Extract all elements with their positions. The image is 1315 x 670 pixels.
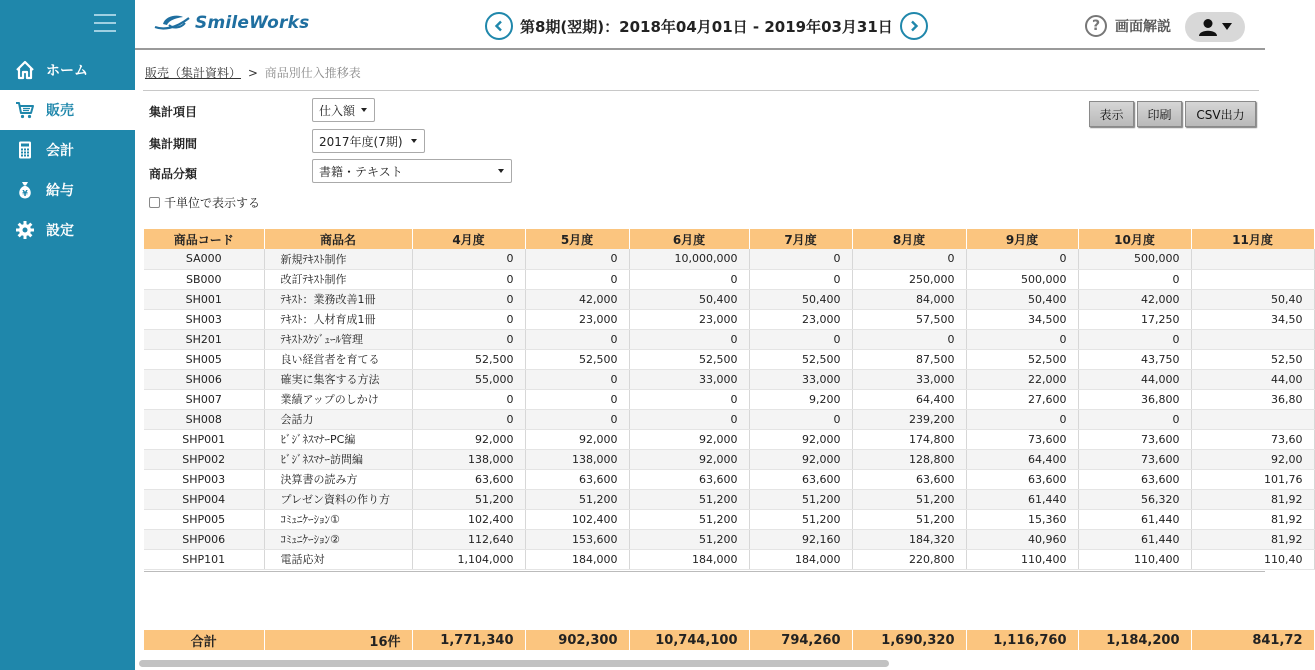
- product-name-cell: 電話応対: [264, 549, 412, 569]
- product-category-value: 書籍・テキスト: [319, 164, 403, 179]
- sidebar-item-accounting[interactable]: [0, 130, 135, 170]
- amount-cell: [1191, 409, 1314, 429]
- sidebar-item-label: ホーム: [46, 63, 88, 79]
- amount-cell: 52,500: [749, 349, 852, 369]
- amount-cell: 50,400: [966, 289, 1078, 309]
- product-name-cell: 会話力: [264, 409, 412, 429]
- amount-cell: 44,000: [1078, 369, 1191, 389]
- column-header: 7月度: [749, 229, 852, 249]
- product-name-cell: 良い経営者を育てる: [264, 349, 412, 369]
- total-amount: 902,300: [525, 630, 629, 650]
- table-row[interactable]: [144, 309, 1314, 329]
- print-button[interactable]: 印刷: [1137, 101, 1182, 127]
- amount-cell: 52,500: [629, 349, 749, 369]
- product-name-cell: ﾋﾞｼﾞﾈｽﾏﾅｰ訪問編: [264, 449, 412, 469]
- product-code-cell: SHP004: [144, 489, 264, 509]
- amount-cell: 0: [966, 329, 1078, 349]
- table-row[interactable]: [144, 449, 1314, 469]
- amount-cell: 23,000: [629, 309, 749, 329]
- amount-cell: [1191, 249, 1314, 269]
- aggregate-item-select[interactable]: [312, 98, 375, 122]
- amount-cell: 0: [749, 269, 852, 289]
- product-name-cell: 業績アップのしかけ: [264, 389, 412, 409]
- product-name-cell: 新規ﾃｷｽﾄ制作: [264, 249, 412, 269]
- amount-cell: 61,440: [966, 489, 1078, 509]
- cart-icon: [15, 100, 35, 120]
- amount-cell: 33,000: [852, 369, 966, 389]
- amount-cell: 220,800: [852, 549, 966, 569]
- hamburger-menu-icon[interactable]: [94, 14, 116, 34]
- table-row[interactable]: [144, 409, 1314, 429]
- table-row[interactable]: [144, 529, 1314, 549]
- amount-cell: 92,000: [629, 449, 749, 469]
- caret-down-icon: [411, 139, 417, 143]
- amount-cell: 34,50: [1191, 309, 1314, 329]
- amount-cell: 0: [412, 309, 525, 329]
- amount-cell: 110,400: [1078, 549, 1191, 569]
- amount-cell: 55,000: [412, 369, 525, 389]
- total-amount: 1,771,340: [412, 630, 525, 650]
- amount-cell: 0: [966, 249, 1078, 269]
- sidebar: [0, 0, 135, 670]
- amount-cell: 92,000: [412, 429, 525, 449]
- product-code-cell: SH001: [144, 289, 264, 309]
- amount-cell: 87,500: [852, 349, 966, 369]
- column-header: 5月度: [525, 229, 629, 249]
- product-name-cell: プレゼン資料の作り方: [264, 489, 412, 509]
- amount-cell: 73,60: [1191, 429, 1314, 449]
- help-button[interactable]: [1085, 15, 1171, 37]
- amount-cell: 0: [852, 329, 966, 349]
- amount-cell: 63,600: [412, 469, 525, 489]
- total-amount: 794,260: [749, 630, 852, 650]
- amount-cell: 52,500: [412, 349, 525, 369]
- amount-cell: 174,800: [852, 429, 966, 449]
- amount-cell: 57,500: [852, 309, 966, 329]
- amount-cell: 81,92: [1191, 509, 1314, 529]
- caret-down-icon: [498, 169, 504, 173]
- amount-cell: 73,600: [1078, 449, 1191, 469]
- amount-cell: 0: [412, 289, 525, 309]
- table-row[interactable]: [144, 329, 1314, 349]
- table-row[interactable]: [144, 509, 1314, 529]
- amount-cell: 138,000: [525, 449, 629, 469]
- breadcrumb-current: 商品別仕入推移表: [264, 66, 361, 80]
- amount-cell: 51,200: [629, 529, 749, 549]
- table-row[interactable]: [144, 469, 1314, 489]
- svg-text:¥: ¥: [22, 189, 28, 198]
- amount-cell: 0: [629, 269, 749, 289]
- amount-cell: 0: [1078, 329, 1191, 349]
- csv-export-button[interactable]: CSV出力: [1185, 101, 1256, 127]
- sidebar-item-settings[interactable]: [0, 210, 135, 250]
- table-row[interactable]: [144, 429, 1314, 449]
- product-code-cell: SH007: [144, 389, 264, 409]
- amount-cell: 500,000: [966, 269, 1078, 289]
- column-header: 11月度: [1191, 229, 1314, 249]
- amount-cell: 0: [525, 329, 629, 349]
- product-category-label: 商品分類: [149, 167, 198, 181]
- amount-cell: 61,440: [1078, 509, 1191, 529]
- column-header: 4月度: [412, 229, 525, 249]
- product-code-cell: SH201: [144, 329, 264, 349]
- breadcrumb: [145, 64, 361, 81]
- amount-cell: 50,400: [629, 289, 749, 309]
- total-count: 16件: [264, 630, 412, 650]
- amount-cell: 128,800: [852, 449, 966, 469]
- product-code-cell: SH005: [144, 349, 264, 369]
- product-code-cell: SH003: [144, 309, 264, 329]
- amount-cell: 22,000: [966, 369, 1078, 389]
- amount-cell: 0: [749, 249, 852, 269]
- amount-cell: 33,000: [629, 369, 749, 389]
- amount-cell: 52,500: [525, 349, 629, 369]
- amount-cell: 27,600: [966, 389, 1078, 409]
- amount-cell: 61,440: [1078, 529, 1191, 549]
- chevron-left-icon: [493, 20, 505, 32]
- amount-cell: 110,400: [966, 549, 1078, 569]
- amount-cell: 81,92: [1191, 529, 1314, 549]
- product-name-cell: ﾃｷｽﾄ：業務改善1冊: [264, 289, 412, 309]
- amount-cell: 51,200: [412, 489, 525, 509]
- amount-cell: 0: [966, 409, 1078, 429]
- product-code-cell: SHP101: [144, 549, 264, 569]
- table-row[interactable]: [144, 269, 1314, 289]
- amount-cell: 0: [525, 269, 629, 289]
- column-header: 商品コード: [144, 229, 264, 249]
- aggregate-item-label: 集計項目: [149, 105, 198, 119]
- totals-row-wrapper: [144, 630, 1303, 650]
- amount-cell: 92,000: [749, 449, 852, 469]
- user-icon: [1195, 17, 1235, 37]
- table-row[interactable]: [144, 549, 1314, 569]
- amount-cell: 81,92: [1191, 489, 1314, 509]
- sidebar-item-home[interactable]: [0, 50, 135, 90]
- amount-cell: 63,600: [966, 469, 1078, 489]
- product-code-cell: SH006: [144, 369, 264, 389]
- product-code-cell: SHP006: [144, 529, 264, 549]
- amount-cell: 0: [749, 409, 852, 429]
- product-name-cell: ﾃｷｽﾄｽｹｼﾞｭｰﾙ管理: [264, 329, 412, 349]
- caret-down-icon: [361, 108, 367, 112]
- sidebar-item-label: 会計: [46, 143, 74, 159]
- divider: [143, 90, 1259, 91]
- amount-cell: 64,400: [966, 449, 1078, 469]
- amount-cell: 138,000: [412, 449, 525, 469]
- product-code-cell: SHP002: [144, 449, 264, 469]
- amount-cell: 63,600: [749, 469, 852, 489]
- amount-cell: 64,400: [852, 389, 966, 409]
- aggregate-period-select[interactable]: [312, 129, 425, 153]
- amount-cell: 52,50: [1191, 349, 1314, 369]
- amount-cell: 0: [629, 409, 749, 429]
- amount-cell: 36,80: [1191, 389, 1314, 409]
- prev-period-button[interactable]: [485, 12, 513, 40]
- amount-cell: 73,600: [966, 429, 1078, 449]
- thousands-checkbox[interactable]: [149, 197, 160, 208]
- gear-icon: [15, 220, 35, 240]
- column-header: 10月度: [1078, 229, 1191, 249]
- product-code-cell: SHP005: [144, 509, 264, 529]
- amount-cell: 51,200: [629, 509, 749, 529]
- amount-cell: 43,750: [1078, 349, 1191, 369]
- amount-cell: 51,200: [629, 489, 749, 509]
- amount-cell: 44,00: [1191, 369, 1314, 389]
- amount-cell: 500,000: [1078, 249, 1191, 269]
- amount-cell: 15,360: [966, 509, 1078, 529]
- column-header: 9月度: [966, 229, 1078, 249]
- amount-cell: 73,600: [1078, 429, 1191, 449]
- amount-cell: 0: [852, 249, 966, 269]
- amount-cell: 0: [525, 389, 629, 409]
- amount-cell: 110,40: [1191, 549, 1314, 569]
- amount-cell: 17,250: [1078, 309, 1191, 329]
- question-icon: ?: [1085, 15, 1107, 37]
- amount-cell: 184,000: [525, 549, 629, 569]
- amount-cell: 51,200: [749, 489, 852, 509]
- aggregate-period-value: 2017年度(7期): [319, 134, 403, 149]
- home-icon: [15, 60, 35, 80]
- total-amount: 1,116,760: [966, 630, 1078, 650]
- amount-cell: 50,400: [749, 289, 852, 309]
- amount-cell: [1191, 269, 1314, 289]
- sidebar-item-payroll[interactable]: [0, 170, 135, 210]
- amount-cell: 40,960: [966, 529, 1078, 549]
- amount-cell: 0: [412, 409, 525, 429]
- amount-cell: 51,200: [749, 509, 852, 529]
- show-button[interactable]: 表示: [1089, 101, 1134, 127]
- smileworks-logo-icon: [153, 12, 193, 34]
- amount-cell: 102,400: [412, 509, 525, 529]
- chevron-right-icon: [908, 20, 920, 32]
- sidebar-item-label: 販売: [46, 103, 74, 119]
- amount-cell: 184,000: [629, 549, 749, 569]
- sidebar-item-sales[interactable]: [0, 90, 135, 130]
- breadcrumb-parent-link[interactable]: 販売（集計資料）: [145, 66, 242, 80]
- amount-cell: 92,000: [629, 429, 749, 449]
- product-name-cell: 改訂ﾃｷｽﾄ制作: [264, 269, 412, 289]
- total-label: 合計: [144, 630, 264, 650]
- amount-cell: 0: [525, 369, 629, 389]
- thousands-label: 千単位で表示する: [164, 196, 261, 210]
- amount-cell: 92,00: [1191, 449, 1314, 469]
- amount-cell: 63,600: [629, 469, 749, 489]
- amount-cell: 0: [1078, 409, 1191, 429]
- total-amount: 841,72: [1191, 630, 1314, 650]
- table-row[interactable]: [144, 389, 1314, 409]
- product-name-cell: ｺﾐｭﾆｹｰｼｮﾝ②: [264, 529, 412, 549]
- table-row[interactable]: [144, 289, 1314, 309]
- total-amount: 1,690,320: [852, 630, 966, 650]
- table-header-row: [144, 229, 1314, 249]
- amount-cell: 42,000: [525, 289, 629, 309]
- amount-cell: 0: [412, 329, 525, 349]
- table-row[interactable]: [144, 369, 1314, 389]
- amount-cell: 33,000: [749, 369, 852, 389]
- product-name-cell: ﾃｷｽﾄ：人材育成1冊: [264, 309, 412, 329]
- amount-cell: [1191, 329, 1314, 349]
- amount-cell: 153,600: [525, 529, 629, 549]
- amount-cell: 101,76: [1191, 469, 1314, 489]
- amount-cell: 184,320: [852, 529, 966, 549]
- amount-cell: 23,000: [749, 309, 852, 329]
- amount-cell: 92,000: [749, 429, 852, 449]
- total-amount: 1,184,200: [1078, 630, 1191, 650]
- amount-cell: 92,000: [525, 429, 629, 449]
- sidebar-item-label: 給与: [46, 183, 74, 199]
- column-header: 8月度: [852, 229, 966, 249]
- amount-cell: 50,40: [1191, 289, 1314, 309]
- amount-cell: 84,000: [852, 289, 966, 309]
- header: [135, 0, 1265, 50]
- amount-cell: 51,200: [525, 489, 629, 509]
- product-code-cell: SA000: [144, 249, 264, 269]
- product-name-cell: 決算書の読み方: [264, 469, 412, 489]
- next-period-button[interactable]: [900, 12, 928, 40]
- period-label: 第8期(翌期)：2018年04月01日 - 2019年03月31日: [520, 17, 893, 36]
- product-name-cell: ﾋﾞｼﾞﾈｽﾏﾅｰPC編: [264, 429, 412, 449]
- amount-cell: 0: [412, 389, 525, 409]
- product-code-cell: SB000: [144, 269, 264, 289]
- amount-cell: 56,320: [1078, 489, 1191, 509]
- amount-cell: 92,160: [749, 529, 852, 549]
- product-code-cell: SHP003: [144, 469, 264, 489]
- breadcrumb-separator: >: [247, 66, 258, 80]
- amount-cell: 250,000: [852, 269, 966, 289]
- amount-cell: 102,400: [525, 509, 629, 529]
- amount-cell: 63,600: [525, 469, 629, 489]
- amount-cell: 42,000: [1078, 289, 1191, 309]
- amount-cell: 0: [525, 409, 629, 429]
- thousands-option: [149, 194, 260, 211]
- period-navigator: [485, 12, 928, 40]
- amount-cell: 0: [412, 249, 525, 269]
- amount-cell: 10,000,000: [629, 249, 749, 269]
- amount-cell: 63,600: [852, 469, 966, 489]
- aggregate-item-value: 仕入額: [319, 103, 356, 118]
- money-bag-icon: [15, 180, 35, 200]
- amount-cell: 0: [1078, 269, 1191, 289]
- table-row[interactable]: [144, 249, 1314, 269]
- table-row[interactable]: [144, 489, 1314, 509]
- amount-cell: 184,000: [749, 549, 852, 569]
- aggregate-period-label: 集計期間: [149, 137, 198, 151]
- user-menu-button[interactable]: [1185, 12, 1245, 42]
- horizontal-scrollbar[interactable]: [135, 657, 1265, 670]
- scrollbar-thumb[interactable]: [139, 660, 889, 667]
- totals-row: [144, 630, 1314, 650]
- product-code-cell: SH008: [144, 409, 264, 429]
- product-category-select[interactable]: [312, 159, 512, 183]
- amount-cell: 0: [412, 269, 525, 289]
- amount-cell: 63,600: [1078, 469, 1191, 489]
- logo-text: SmileWorks: [195, 13, 310, 33]
- amount-cell: 52,500: [966, 349, 1078, 369]
- calculator-icon: [15, 140, 35, 160]
- amount-cell: 112,640: [412, 529, 525, 549]
- amount-cell: 51,200: [852, 489, 966, 509]
- column-header: 商品名: [264, 229, 412, 249]
- amount-cell: 0: [749, 329, 852, 349]
- sidebar-item-label: 設定: [46, 223, 74, 239]
- amount-cell: 9,200: [749, 389, 852, 409]
- total-amount: 10,744,100: [629, 630, 749, 650]
- amount-cell: 23,000: [525, 309, 629, 329]
- product-name-cell: 確実に集客する方法: [264, 369, 412, 389]
- amount-cell: 0: [629, 329, 749, 349]
- table-row[interactable]: [144, 349, 1314, 369]
- amount-cell: 0: [629, 389, 749, 409]
- amount-cell: 36,800: [1078, 389, 1191, 409]
- purchase-trend-table: [144, 229, 1303, 572]
- product-name-cell: ｺﾐｭﾆｹｰｼｮﾝ①: [264, 509, 412, 529]
- amount-cell: 239,200: [852, 409, 966, 429]
- amount-cell: 1,104,000: [412, 549, 525, 569]
- logo[interactable]: [153, 12, 309, 34]
- product-code-cell: SHP001: [144, 429, 264, 449]
- amount-cell: 0: [525, 249, 629, 269]
- amount-cell: 51,200: [852, 509, 966, 529]
- amount-cell: 34,500: [966, 309, 1078, 329]
- column-header: 6月度: [629, 229, 749, 249]
- help-label: 画面解説: [1115, 19, 1171, 35]
